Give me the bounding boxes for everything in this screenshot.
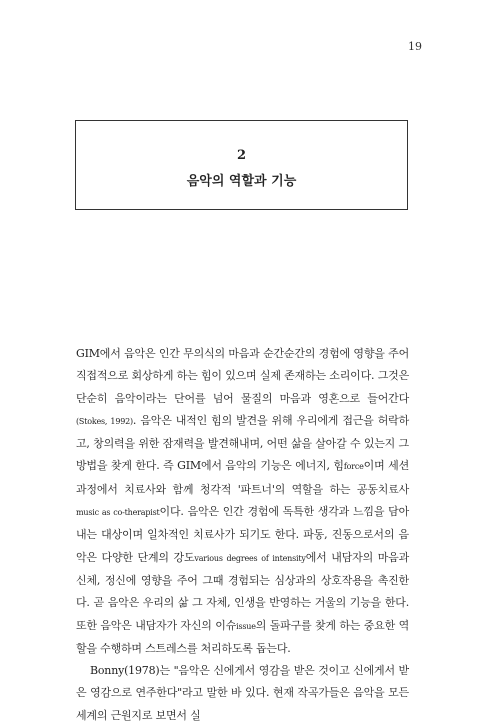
paragraph-1-text-d: 이다. 음악은 인간 경험에 독특한 생각과 느낌을 담아내는 대상이며 일차적인 치료사가 되기도 한다. 파동, 진동으로서의 음악은 다양한 단계의 강도: [76, 505, 409, 564]
paragraph-1-text-b: . 음악은 내적인 힘의 발견을 위해 우리에게 접근을 허락하고, 창의력을 위한 잠재력을 발견해내며, 어떤 삶을 살아갈 수 있는지 그 방법을 찾게 한다. 즉 GIM에서 음악의 기능은 에너지, 힘: [76, 413, 409, 473]
chapter-heading-box: [75, 120, 408, 210]
page-number: 19: [408, 40, 422, 53]
citation-stokes: (Stokes, 1992): [76, 416, 133, 426]
term-force: force: [343, 462, 364, 472]
paragraph-1-text-f: 의 돌파구를 찾게 하는 중요한 역할을 수행하며 스트레스를 처리하도록 돕는다.: [76, 618, 409, 655]
paragraph-1: [76, 343, 409, 660]
paragraph-2: Bonny(1978)는 "음악은 신에게서 영감을 받은 것이고 신에게서 받은 영감으로 연주한다"라고 말한 바 있다. 현재 작곡가들은 음악을 모든 세계의 근원지로 보면서 실: [76, 664, 409, 722]
paragraph-1-text-e: 에서 내담자의 마음과 신체, 정신에 영향을 주어 그때 경험되는 심상과의 상호작용을 촉진한다. 곧 음악은 우리의 삶 그 자체, 인생을 반영하는 거울의 기능을 한다. 또한 음악은 내담자가 자신의 이슈: [76, 550, 409, 632]
term-various-degrees-of-intensity: various degrees of intensity: [194, 553, 306, 563]
paragraph-1-text-c: 이며 세션 과정에서 치료사와 함께 청각적 '파트너'의 역할을 하는 공동치료사: [76, 459, 409, 496]
chapter-title: 음악의 역할과 기능: [186, 174, 297, 189]
body-text: [76, 343, 409, 727]
term-issue: issue: [236, 621, 256, 631]
paragraph-1-text-a: GIM에서 음악은 인간 무의식의 마음과 순간순간의 경험에 영향을 주어 직접적으로 회상하게 하는 힘이 있으며 실제 존재하는 소리이다. 그것은 단순히 음악이라는 단어를 넘어 물질의 마음과 영혼으로 들어간다: [76, 347, 409, 405]
chapter-number: 2: [236, 148, 247, 163]
term-music-as-co-therapist: music as co-therapist: [76, 508, 160, 518]
